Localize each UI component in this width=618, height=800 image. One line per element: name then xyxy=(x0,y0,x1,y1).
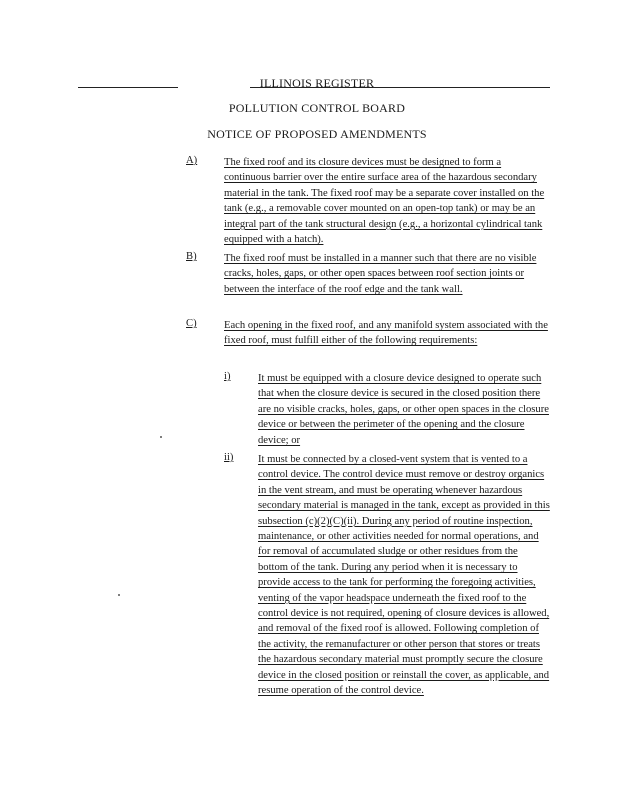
paragraph-a-label: A) xyxy=(186,155,198,166)
paragraph-b-label: B) xyxy=(186,251,197,262)
subparagraph-ii-label: ii) xyxy=(224,452,234,463)
subparagraph-ii-body: It must be connected by a closed-vent system that is vented to a control device. The control device must remove or destroy organics in the vent stream, and must be operating whenever hazardous secondary material is managed in the tank, except as provided in this subsection (c)(2)(C)(ii). During any period of routine inspection, maintenance, or other activities needed for normal operations, and for removal of accumulated sludge or other residues from the bottom of the tank. During any period when it is necessary to provide access to the tank for performing the foregoing activities, venting of the vapor headspace underneath the fixed roof to the control device is not required, opening of closure devices is allowed, and removal of the fixed roof is allowed. Following completion of the activity, the remanufacturer or other person that stores or treats the hazardous secondary material must promptly secure the closure device in the closed position or reinstall the cover, as applicable, and resume operation of the control device. xyxy=(258,454,550,697)
subparagraph-i-text xyxy=(258,371,550,448)
paragraph-c-label: C) xyxy=(186,318,197,329)
subparagraph-ii-text xyxy=(258,452,550,699)
subparagraph-i-label: i) xyxy=(224,371,231,382)
paragraph-b-body: The fixed roof must be installed in a manner such that there are no visible cracks, holes, gaps, or other open spaces between roof section joints or between the interface of the roof edge and the tank wall. xyxy=(224,253,537,295)
board-title: POLLUTION CONTROL BOARD xyxy=(228,101,406,115)
subparagraph-i-body: It must be equipped with a closure device designed to operate such that when the closure device is secured in the closed position there are no visible cracks, holes, gaps, or other open spaces in the closure device or between the perimeter of the opening and the closure device; or xyxy=(258,373,549,446)
paragraph-a-text xyxy=(224,155,550,247)
paragraph-c-body: Each opening in the fixed roof, and any manifold system associated with the fixed roof, must fulfill either of the following requirements: xyxy=(224,320,548,347)
paragraph-b-text xyxy=(224,251,550,297)
paragraph-a-body: The fixed roof and its closure devices must be designed to form a continuous barrier over the entire surface area of the hazardous secondary material in the tank. The fixed roof may be a separate cover installed on the tank (e.g., a removable cover mounted on an open-top tank) or may be an integral part of the tank structural design (e.g., a horizontal cylindrical tank equipped with a hatch). xyxy=(224,157,545,246)
notice-title: NOTICE OF PROPOSED AMENDMENTS xyxy=(207,127,427,141)
scan-speck xyxy=(118,594,120,596)
paragraph-c-text xyxy=(224,318,550,349)
scan-speck xyxy=(160,436,162,438)
register-title: ILLINOIS REGISTER xyxy=(259,76,375,90)
